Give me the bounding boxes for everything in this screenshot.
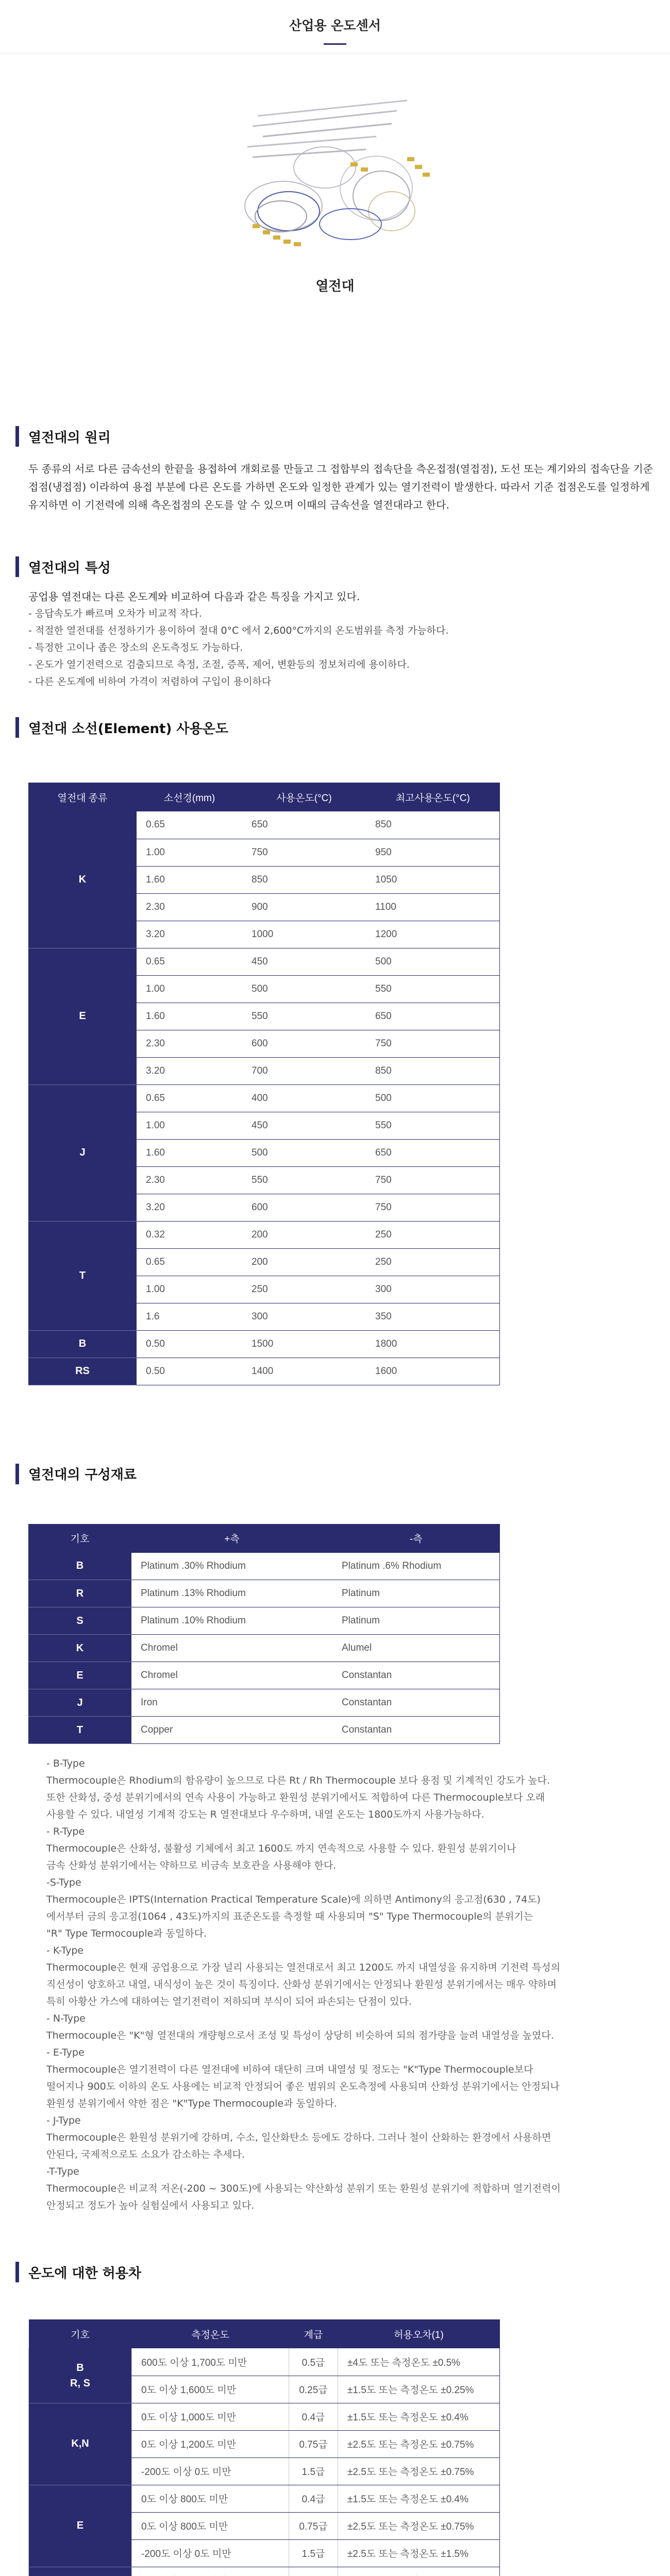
table-cell: 1400 <box>242 1358 366 1385</box>
table-cell: 850 <box>242 866 366 893</box>
note-line: Thermocouple은 열기전력이 다른 열전대에 비하여 대단히 크며 내열성 및 정도는 "K"Type Thermocouple보다 <box>46 2064 533 2075</box>
table-cell: 350 <box>366 1303 500 1330</box>
table-row <box>29 2403 500 2430</box>
hero <box>0 54 670 384</box>
table-cell: 3.20 <box>137 1194 242 1221</box>
note-line: - N-Type <box>46 2013 86 2024</box>
table-cell: 1.6 <box>137 1303 242 1330</box>
feature-item: - 다른 온도계에 비하여 가격이 저렴하여 구입이 용이하다 <box>28 676 272 687</box>
features-title <box>15 555 655 578</box>
tolerance-title-text: 온도에 대한 허용차 <box>28 2265 142 2281</box>
table-cell: 0도 이상 800도 미만 <box>132 2485 289 2512</box>
col-header: 기호 <box>29 2319 132 2348</box>
principle-title <box>15 425 655 448</box>
note-line: - R-Type <box>46 1826 85 1837</box>
feature-item: - 적절한 열전대를 선정하기가 용이하여 절대 0°C 에서 2,600°C까지의 온도범위를 측정 가능하다. <box>28 625 449 636</box>
table-cell: ±1.5도 또는 측정온도 ±0.4% <box>338 2403 500 2430</box>
table-cell: 1.00 <box>137 839 242 866</box>
table-cell: 1800 <box>366 1330 500 1358</box>
table-cell: Platinum .13% Rhodium <box>131 1580 332 1607</box>
table-cell: Platinum .30% Rhodium <box>131 1553 332 1580</box>
table-cell: 550 <box>366 1112 500 1139</box>
type-cell: K <box>28 811 137 948</box>
material-table <box>28 1524 500 1744</box>
title-bar <box>15 2262 19 2282</box>
col-header: 최고사용온도(°C) <box>366 783 500 811</box>
table-cell: 0.4급 <box>289 2403 338 2430</box>
table-cell: 2.30 <box>137 1030 242 1057</box>
col-header: +측 <box>131 1524 332 1553</box>
table-cell: Copper <box>131 1717 332 1744</box>
table-cell: ±1.5도 또는 측정온도 ±0.25% <box>338 2376 500 2403</box>
table-cell: 0.65 <box>137 1084 242 1112</box>
features-title-text: 열전대의 특성 <box>28 560 111 576</box>
table-row <box>28 1084 500 1112</box>
principle-section <box>0 425 670 514</box>
table-cell: 0.50 <box>137 1358 242 1385</box>
table-cell: 600 <box>242 1030 366 1057</box>
table-cell: 500 <box>242 975 366 1003</box>
table-cell: 0.5급 <box>289 2348 338 2376</box>
note-line: - B-Type <box>46 1758 85 1769</box>
table-cell: 450 <box>242 948 366 975</box>
title-bar <box>15 1464 19 1484</box>
hero-caption: 열전대 <box>315 279 355 294</box>
table-cell: Constantan <box>332 1662 500 1689</box>
note-line: Thermocouple은 "K"형 열전대의 개량형으로서 조성 및 특성이 상당히 비슷하여 되의 점가량을 늘려 내열성을 높였다. <box>46 2030 554 2041</box>
table-cell: 600 <box>242 1194 366 1221</box>
features-section <box>0 555 670 690</box>
table-cell: 550 <box>366 975 500 1003</box>
table-cell: 400 <box>242 1084 366 1112</box>
table-cell: Constantan <box>332 1689 500 1717</box>
table-cell: 750 <box>366 1166 500 1194</box>
material-section <box>0 1463 670 1485</box>
table-cell: 900 <box>242 893 366 921</box>
group-cell: E <box>29 2485 132 2567</box>
tolerance-table-wrap <box>0 2319 670 2576</box>
table-cell: 0.65 <box>137 1248 242 1276</box>
symbol-cell: S <box>28 1607 131 1635</box>
tolerance-table <box>28 2319 500 2576</box>
symbol-cell: E <box>28 1662 131 1689</box>
table-cell: 300 <box>242 1303 366 1330</box>
material-table-wrap <box>0 1524 670 1744</box>
table-cell: 1.00 <box>137 1112 242 1139</box>
table-row <box>28 948 500 975</box>
table-row <box>29 2348 500 2376</box>
table-cell: 950 <box>366 839 500 866</box>
table-cell: 300 <box>366 1276 500 1303</box>
note-line: Thermocouple은 산화성, 불활성 기체에서 최고 1600도 까지 연속적으로 사용할 수 있다. 환원성 분위기이나 <box>46 1843 516 1854</box>
table-cell: 1100 <box>366 893 500 921</box>
note-line: 환원성 분위기에서 약한 점은 "K"Type Thermocouple과 동일하다. <box>46 2098 337 2109</box>
table-cell: 200 <box>242 1221 366 1248</box>
table-cell: 1500 <box>242 1330 366 1358</box>
table-cell: 0도 이상 1,600도 미만 <box>132 2376 289 2403</box>
table-row <box>28 811 500 839</box>
table-cell: -200도 이상 0도 미만 <box>132 2458 289 2485</box>
feature-item: - 응답속도가 빠르며 오차가 비교적 작다. <box>28 608 202 619</box>
type-cell: T <box>28 1221 137 1330</box>
table-cell: 1.60 <box>137 1003 242 1030</box>
table-cell: 500 <box>242 1139 366 1166</box>
type-cell: J <box>28 1084 137 1221</box>
table-cell: ±2.5도 또는 측정온도 ±0.75% <box>338 2430 500 2458</box>
table-cell: 0.4급 <box>289 2485 338 2512</box>
table-cell <box>132 2567 289 2576</box>
table-cell: 1.00 <box>137 1276 242 1303</box>
col-header: 소선경(mm) <box>137 783 242 811</box>
table-row <box>28 1330 500 1358</box>
symbol-cell: J <box>28 1689 131 1717</box>
note-line: Thermocouple은 Rhodium의 함유량이 높으므로 다른 Rt / Rh Thermocouple 보다 용점 및 기계적인 강도가 높다. <box>46 1775 550 1786</box>
table-cell: 0.65 <box>137 811 242 839</box>
element-section <box>0 716 670 739</box>
table-cell: 1.60 <box>137 1139 242 1166</box>
table-cell: 3.20 <box>137 921 242 948</box>
table-cell: 1200 <box>366 921 500 948</box>
table-cell: 0.65 <box>137 948 242 975</box>
table-cell: 750 <box>366 1030 500 1057</box>
type-cell: RS <box>28 1358 137 1385</box>
note-line: 안된다, 국제적으로도 소요가 감소하는 추세다. <box>46 2149 245 2160</box>
table-cell: 500 <box>366 1084 500 1112</box>
table-cell: 0도 이상 1,000도 미만 <box>132 2403 289 2430</box>
table-cell: 750 <box>242 839 366 866</box>
table-cell: Platinum <box>332 1607 500 1635</box>
group-cell <box>29 2567 132 2576</box>
note-line: 안정되고 정도가 높아 실험실에서 사용되고 있다. <box>46 2200 255 2211</box>
table-cell: ±2.5도 또는 측정온도 ±1.5% <box>338 2539 500 2567</box>
material-title <box>15 1463 655 1485</box>
table-cell: 1.60 <box>137 866 242 893</box>
table-cell: 0.25급 <box>289 2376 338 2403</box>
thermocouple-product-image <box>222 85 448 255</box>
table-cell: 1050 <box>366 866 500 893</box>
table-row <box>28 1717 500 1744</box>
table-cell: 600도 이상 1,700도 미만 <box>132 2348 289 2376</box>
group-cell: K,N <box>29 2403 132 2485</box>
table-cell: 0.32 <box>137 1221 242 1248</box>
element-title-text: 열전대 소선(Element) 사용온도 <box>28 721 228 737</box>
note-line: - E-Type <box>46 2047 85 2058</box>
table-cell: 550 <box>242 1166 366 1194</box>
tolerance-section <box>0 2261 670 2283</box>
table-cell: ±2.5도 또는 측정온도 ±0.75% <box>338 2512 500 2539</box>
note-line: Thermocouple은 현재 공업용으로 가장 널리 사용되는 열전대로서 최고 1200도 까지 내열성을 유지하며 기전력 특성의 <box>46 1962 561 1973</box>
note-line: "R" Type Termocouple과 동일하다. <box>46 1928 207 1939</box>
table-row <box>28 1635 500 1662</box>
table-cell: 1.00 <box>137 975 242 1003</box>
table-cell: Platinum <box>332 1580 500 1607</box>
table-row <box>29 2567 500 2576</box>
note-line: - J-Type <box>46 2115 81 2126</box>
table-cell: 250 <box>366 1221 500 1248</box>
element-table <box>28 783 500 1385</box>
table-row <box>29 2485 500 2512</box>
note-line: 떨어지나 900도 이하의 온도 사용에는 비교적 안정되어 좋은 범위의 온도측정에 사용되며 산화성 분위기에서는 안정되나 <box>46 2081 560 2092</box>
table-cell: 700 <box>242 1057 366 1084</box>
table-cell: 0도 이상 1,200도 미만 <box>132 2430 289 2458</box>
table-cell: 750 <box>366 1194 500 1221</box>
table-cell: 2.30 <box>137 893 242 921</box>
table-cell: 650 <box>242 811 366 839</box>
table-cell: ±2.5도 또는 측정온도 ±0.75% <box>338 2458 500 2485</box>
table-cell: Iron <box>131 1689 332 1717</box>
note-line: Thermocouple은 환원성 분위기에 강하며, 수소, 일산화탄소 등에도 강하다. 그러나 철이 산화하는 환경에서 사용하면 <box>46 2132 551 2143</box>
table-cell <box>289 2567 338 2576</box>
table-row <box>28 1221 500 1248</box>
table-cell: 0.50 <box>137 1330 242 1358</box>
symbol-cell: B <box>28 1553 131 1580</box>
table-cell: 1600 <box>366 1358 500 1385</box>
note-line: 에서부터 금의 응고점(1064 , 43도)까지의 표준온도를 측정할 때 사용되며 "S" Type Thermocouple의 분위기는 <box>46 1911 533 1922</box>
table-row <box>28 1553 500 1580</box>
table-cell: 450 <box>242 1112 366 1139</box>
table-cell: ±1.5도 또는 측정온도 ±0.4% <box>338 2485 500 2512</box>
note-line: 금속 산화성 분위기에서는 약하므로 비금속 보호관을 사용해야 한다. <box>46 1860 337 1871</box>
table-cell: 650 <box>366 1003 500 1030</box>
type-notes <box>0 1755 639 2214</box>
type-cell: B <box>28 1330 137 1358</box>
principle-text: 두 종류의 서로 다른 금속선의 한끝을 용접하여 개회로를 만들고 그 접합부의 접속단을 측온접점(열접점), 도선 또는 계기와의 접속단을 기준접점(냉접점) 이라하여 용접 부분에 다른 온도를 가하면 온도와 일정한 관계가 있는 열기전력이 발생한다. 따라서 기준 접점온도를 일정하게 유지하면 이 기전력에 의해 측온접점의 온도를 알 수 있으며 이때의 금속선을 열전대라고 한다. <box>28 463 653 511</box>
tolerance-title <box>15 2261 655 2283</box>
table-cell: 250 <box>242 1276 366 1303</box>
table-cell: 850 <box>366 1057 500 1084</box>
table-row <box>28 1358 500 1385</box>
table-cell: 200 <box>242 1248 366 1276</box>
symbol-cell: R <box>28 1580 131 1607</box>
element-table-wrap <box>0 783 670 1385</box>
material-title-text: 열전대의 구성재료 <box>28 1467 137 1483</box>
table-cell <box>338 2567 500 2576</box>
title-bar <box>15 717 19 738</box>
symbol-cell: T <box>28 1717 131 1744</box>
table-cell: 3.20 <box>137 1057 242 1084</box>
note-line: Thermocouple은 IPTS(Internation Practical Temperature Scale)에 의하면 Antimony의 응고점(630 , 74도) <box>46 1894 541 1905</box>
table-cell: ±4도 또는 측정온도 ±0.5% <box>338 2348 500 2376</box>
features-list <box>15 588 655 690</box>
table-cell: -200도 이상 0도 미만 <box>132 2539 289 2567</box>
note-line: 사용할 수 있다. 내열성 기계적 강도는 R 열전대보다 우수하며, 내열 온도는 1800도까지 사용가능하다. <box>46 1809 484 1820</box>
table-cell: Platinum .6% Rhodium <box>332 1553 500 1580</box>
title-bar <box>15 556 19 577</box>
table-cell: 550 <box>242 1003 366 1030</box>
page-title: 산업용 온도센서 <box>289 18 381 33</box>
table-cell: 2.30 <box>137 1166 242 1194</box>
symbol-cell: K <box>28 1635 131 1662</box>
table-cell: Alumel <box>332 1635 500 1662</box>
table-cell: 1000 <box>242 921 366 948</box>
table-row <box>28 1580 500 1607</box>
features-intro: 공업용 열전대는 다른 온도계와 비교하여 다음과 같은 특징을 가지고 있다. <box>28 590 360 603</box>
table-cell: 1.5급 <box>289 2458 338 2485</box>
type-cell: E <box>28 948 137 1084</box>
title-underline <box>324 43 346 45</box>
col-header: 기호 <box>28 1524 131 1553</box>
note-line: - K-Type <box>46 1945 84 1956</box>
note-line: 직선성이 양호하고 내열, 내식성이 높은 것이 특징이다. 산화성 분위기에서는 안정되나 환원성 분위기에서는 매우 약하며 <box>46 1979 557 1990</box>
note-line: Thermocouple은 비교적 저온(-200 ~ 300도)에 사용되는 약산화성 분위기 또는 환원성 분위기에 적합하며 열기전력이 <box>46 2183 561 2194</box>
title-bar <box>15 426 19 447</box>
table-cell: Chromel <box>131 1662 332 1689</box>
note-line: 또한 산화성, 중성 분위기에서의 연속 사용이 가능하고 환원성 분위기에서도 적합하여 다른 Thermocouple보다 오래 <box>46 1792 545 1803</box>
page-header <box>0 0 670 54</box>
note-line: 특히 아황산 가스에 대하여는 열기전력이 저하되며 부식이 되어 파손되는 단점이 있다. <box>46 1996 412 2007</box>
table-cell: Constantan <box>332 1717 500 1744</box>
table-cell: Chromel <box>131 1635 332 1662</box>
col-header: 허용오차(1) <box>338 2319 500 2348</box>
table-cell: 0.75급 <box>289 2512 338 2539</box>
table-cell: 650 <box>366 1139 500 1166</box>
table-cell: 250 <box>366 1248 500 1276</box>
feature-item: - 특정한 고이나 좁은 장소의 온도측정도 가능하다. <box>28 642 243 653</box>
col-header: 열전대 종류 <box>28 783 137 811</box>
col-header: -측 <box>332 1524 500 1553</box>
table-cell: 0도 이상 800도 미만 <box>132 2512 289 2539</box>
table-cell: 850 <box>366 811 500 839</box>
table-cell: 1.5급 <box>289 2539 338 2567</box>
table-cell: 0.75급 <box>289 2430 338 2458</box>
note-line: -T-Type <box>46 2166 79 2177</box>
element-title <box>15 716 655 739</box>
col-header: 계급 <box>289 2319 338 2348</box>
col-header: 사용온도(°C) <box>242 783 366 811</box>
note-line: -S-Type <box>46 1877 81 1888</box>
table-cell: 500 <box>366 948 500 975</box>
group-cell: B R, S <box>29 2348 132 2403</box>
feature-item: - 온도가 열기전력으로 검출되므로 측정, 조절, 증폭, 제어, 변환등의 정보처리에 용이하다. <box>28 659 410 670</box>
principle-title-text: 열전대의 원리 <box>28 430 111 446</box>
table-row <box>28 1607 500 1635</box>
table-cell: Platinum .10% Rhodium <box>131 1607 332 1635</box>
table-row <box>28 1662 500 1689</box>
col-header: 측정온도 <box>132 2319 289 2348</box>
table-row <box>28 1689 500 1717</box>
